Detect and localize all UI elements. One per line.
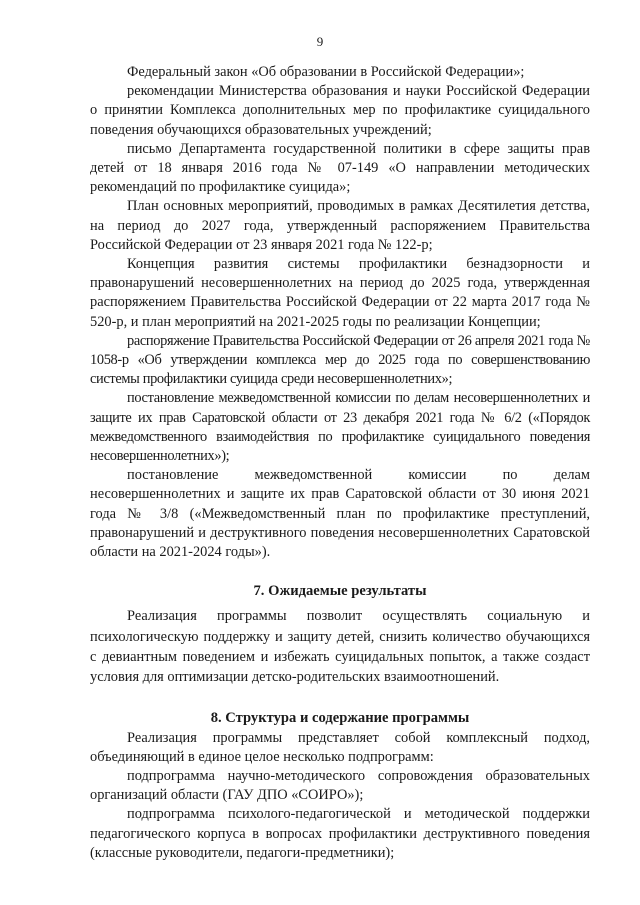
document-item: постановление межведомственной комиссии по делам несовершеннолетних и защите их прав Саратовской области от 23 декабря 2021 года № 6/2 («Порядок межведомственного взаимодействия по профилактике суицидального поведения несовершеннолетних»); xyxy=(90,390,590,465)
document-item: Концепция развития системы профилактики безнадзорности и правонарушений несовершеннолетних на период до 2025 года, утвержденная распоряжением Правительства Российской Федерации от 22 марта 2017 года № 520-р, и план мероприятий на 2021-2025 годы по реализации Концепции; xyxy=(90,256,590,330)
section-expected-results xyxy=(90,582,590,687)
page-content xyxy=(90,63,590,863)
legal-documents-list xyxy=(90,63,590,562)
section-paragraph: подпрограмма научно-методического сопровождения образовательных организаций области (ГАУ ДПО «СОИРО»); xyxy=(90,767,590,804)
section-heading: 7. Ожидаемые результаты xyxy=(253,583,427,600)
section-paragraph: Реализация программы представляет собой комплексный подход, объединяющий в единое целое несколько подпрограмм: xyxy=(90,729,590,765)
document-item: Федеральный закон «Об образовании в Российской Федерации»; xyxy=(127,64,525,80)
document-item: распоряжение Правительства Российской Федерации от 26 апреля 2021 года № 1058-р «Об утверждении комплекса мер до 2025 года по совершенствованию системы профилактики суицида среди несовершеннолетних»; xyxy=(90,332,590,388)
document-item: письмо Департамента государственной политики в сфере защиты прав детей от 18 января 2016 года № 07-149 «О направлении методических рекомендаций по профилактике суицида»; xyxy=(90,140,590,196)
section-paragraph: подпрограмма психолого-педагогической и методической поддержки педагогического корпуса в вопросах профилактики деструктивного поведения (классные руководители, педагоги-предметники); xyxy=(90,806,590,861)
document-item: План основных мероприятий, проводимых в рамках Десятилетия детства, на период до 2027 года, утвержденный распоряжением Правительства Российской Федерации от 23 января 2021 года № 122-р; xyxy=(90,198,590,253)
document-item: рекомендации Министерства образования и науки Российской Федерации о принятии Комплекса дополнительных мер по профилактике суицидального поведения обучающихся образовательных учреждений; xyxy=(90,83,590,138)
page-number: 9 xyxy=(316,34,324,49)
section-paragraph: Реализация программы позволит осуществлять социальную и психологическую поддержку и защиту детей, снизить количество обучающихся с девиантным поведением и избежать суицидальных попыток, а также создаст условия для оптимизации детско-родительских взаимоотношений. xyxy=(90,608,590,686)
document-item: постановление межведомственной комиссии по делам несовершеннолетних и защите их прав Саратовской области от 30 июня 2021 года № 3/8 («Межведомственный план по профилактике преступлений, правонарушений и деструктивного поведения несовершеннолетних Саратовской области на 2021-2024 годы»). xyxy=(90,467,590,561)
section-heading: 8. Структура и содержание программы xyxy=(210,710,470,727)
section-program-structure xyxy=(90,709,590,863)
